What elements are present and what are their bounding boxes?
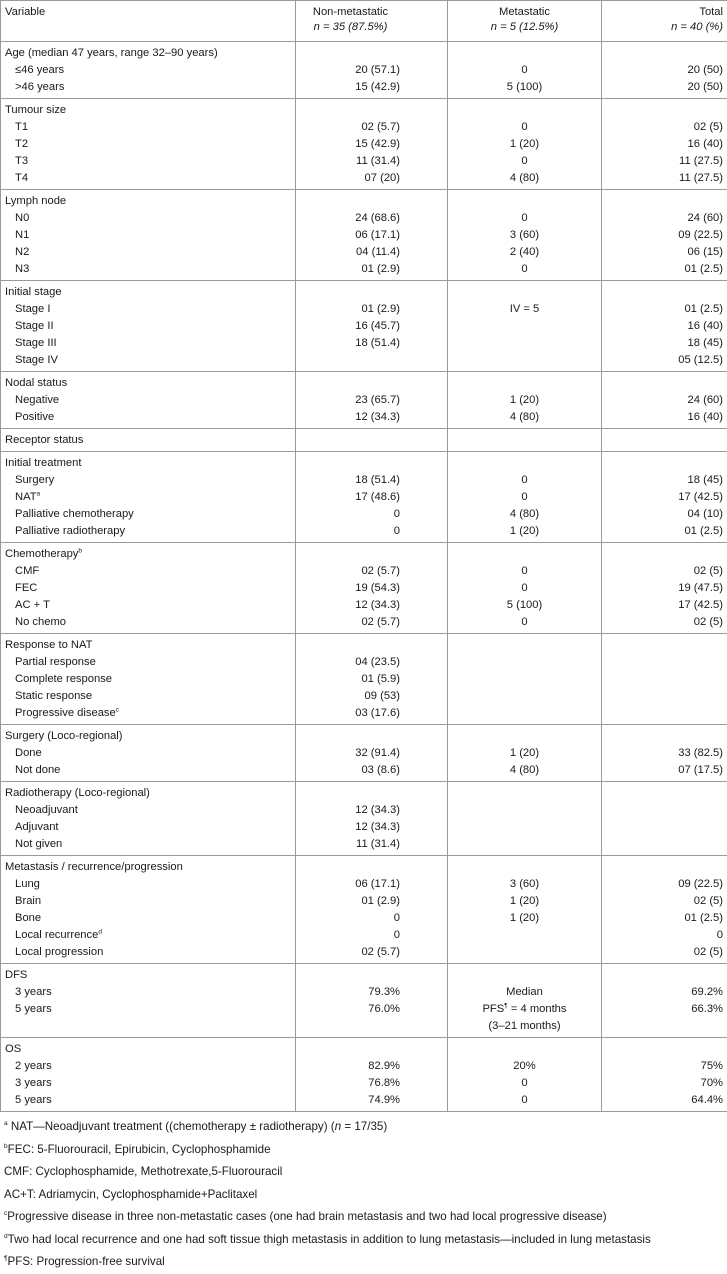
row-label: Bone (1, 910, 295, 927)
section-radiotherapy (1, 782, 727, 856)
row-label: Palliative chemotherapy (1, 506, 295, 523)
cell-total: 09 (22.5) (602, 876, 727, 893)
cell-non-metastatic: 06 (17.1) (296, 876, 447, 893)
row-label: Stage II (1, 318, 295, 335)
row-label: T1 (1, 119, 295, 136)
table-footnotes (0, 1112, 727, 1274)
row-label: Adjuvant (1, 819, 295, 836)
cell-total: 11 (27.5) (602, 153, 727, 170)
cell-total: 11 (27.5) (602, 170, 727, 187)
footnote-marker: c (116, 706, 119, 713)
cell-non-metastatic: 76.0% (296, 1001, 447, 1018)
section-title: DFS (1, 967, 295, 984)
row-label: N1 (1, 227, 295, 244)
cell-metastatic: 5 (100) (448, 597, 601, 614)
cell-total: 16 (40) (602, 136, 727, 153)
section-title: Initial treatment (1, 455, 295, 472)
cell-metastatic: 0 (448, 62, 601, 79)
row-label: Brain (1, 893, 295, 910)
cell-total: 0 (602, 927, 727, 944)
cell-total: 06 (15) (602, 244, 727, 261)
cell-non-metastatic: 04 (23.5) (296, 654, 447, 671)
cell-total: 02 (5) (602, 614, 727, 631)
cell-total: 04 (10) (602, 506, 727, 523)
row-label: FEC (1, 580, 295, 597)
row-label: N0 (1, 210, 295, 227)
cell-non-metastatic: 17 (48.6) (296, 489, 447, 506)
cell-metastatic: 0 (448, 472, 601, 489)
cell-non-metastatic: 32 (91.4) (296, 745, 447, 762)
cell-metastatic: 3 (60) (448, 876, 601, 893)
footnote-a: $^a$ NAT—Neoadjuvant treatment ((chemotherapy ± radiotherapy) (n = 17/35) (4, 1116, 727, 1139)
cell-non-metastatic: 0 (296, 910, 447, 927)
cell-non-metastatic: 0 (296, 506, 447, 523)
cell-metastatic: 1 (20) (448, 392, 601, 409)
cell-metastatic (448, 944, 601, 961)
row-label: Stage I (1, 301, 295, 318)
cell-non-metastatic: 19 (54.3) (296, 580, 447, 597)
cell-non-metastatic: 01 (5.9) (296, 671, 447, 688)
row-label: 3 years (1, 984, 295, 1001)
section-title: Receptor status (1, 432, 295, 449)
header-non-metastatic: Non-metastatic n = 35 (87.5%) (296, 1, 448, 42)
cell-non-metastatic: 0 (296, 523, 447, 540)
footnote-marker: a (37, 490, 41, 497)
table-header (1, 1, 727, 42)
cell-non-metastatic: 12 (34.3) (296, 409, 447, 426)
cell-non-metastatic: 01 (2.9) (296, 301, 447, 318)
cell-non-metastatic: 15 (42.9) (296, 136, 447, 153)
cell-total: 20 (50) (602, 62, 727, 79)
footnote-act: AC+T: Adriamycin, Cyclophosphamide+Paclitaxel (4, 1184, 727, 1207)
row-label: Lung (1, 876, 295, 893)
cell-metastatic: 0 (448, 614, 601, 631)
cell-metastatic: 0 (448, 1075, 601, 1092)
row-label: Done (1, 745, 295, 762)
cell-total: 05 (12.5) (602, 352, 727, 369)
cell-metastatic: 5 (100) (448, 79, 601, 96)
row-label: Partial response (1, 654, 295, 671)
row-label: 5 years (1, 1092, 295, 1109)
row-label: Complete response (1, 671, 295, 688)
cell-total: 16 (40) (602, 318, 727, 335)
section-receptor-status (1, 429, 727, 452)
cell-metastatic-range: (3–21 months) (448, 1018, 601, 1035)
cell-total: 02 (5) (602, 944, 727, 961)
section-title: Chemotherapy$^b$ (1, 546, 295, 563)
cell-non-metastatic: 12 (34.3) (296, 802, 447, 819)
section-metastasis (1, 856, 727, 964)
cell-non-metastatic: 02 (5.7) (296, 614, 447, 631)
row-label: T4 (1, 170, 295, 187)
cell-total: 02 (5) (602, 563, 727, 580)
cell-metastatic-median: Median (448, 984, 601, 1001)
cell-non-metastatic: 09 (53) (296, 688, 447, 705)
cell-total: 24 (60) (602, 210, 727, 227)
cell-metastatic: 20% (448, 1058, 601, 1075)
section-initial-stage (1, 281, 727, 372)
cell-non-metastatic: 07 (20) (296, 170, 447, 187)
section-age (1, 42, 727, 99)
footnote-b: $^b$FEC: 5-Fluorouracil, Epirubicin, Cyclophosphamide (4, 1139, 727, 1162)
cell-metastatic: 0 (448, 489, 601, 506)
cell-metastatic: 0 (448, 261, 601, 278)
header-metastatic: Metastatic n = 5 (12.5%) (448, 1, 602, 42)
section-title: Surgery (Loco-regional) (1, 728, 295, 745)
section-initial-treatment (1, 452, 727, 543)
section-title: Age (median 47 years, range 32–90 years) (1, 45, 295, 62)
cell-total: 01 (2.5) (602, 523, 727, 540)
row-label: Not done (1, 762, 295, 779)
footnote-c: $^c$Progressive disease in three non-metastatic cases (one had brain metastasis and two had local progressive disease) (4, 1206, 727, 1229)
cell-total: 33 (82.5) (602, 745, 727, 762)
cell-total: 01 (2.5) (602, 301, 727, 318)
cell-total: 16 (40) (602, 409, 727, 426)
cell-non-metastatic: 04 (11.4) (296, 244, 447, 261)
section-surgery (1, 725, 727, 782)
cell-non-metastatic: 16 (45.7) (296, 318, 447, 335)
row-label: ≤46 years (1, 62, 295, 79)
cell-non-metastatic: 01 (2.9) (296, 893, 447, 910)
cell-non-metastatic: 24 (68.6) (296, 210, 447, 227)
cell-non-metastatic: 06 (17.1) (296, 227, 447, 244)
cell-total: 64.4% (602, 1092, 727, 1109)
row-label: 3 years (1, 1075, 295, 1092)
cell-non-metastatic: 03 (8.6) (296, 762, 447, 779)
footnote-cmf: CMF: Cyclophosphamide, Methotrexate,5-Fluorouracil (4, 1161, 727, 1184)
row-label: T3 (1, 153, 295, 170)
row-label: Not given (1, 836, 295, 853)
cell-total: 70% (602, 1075, 727, 1092)
cell-total: 17 (42.5) (602, 597, 727, 614)
section-nodal-status (1, 372, 727, 429)
cell-metastatic (448, 318, 601, 335)
row-label: Stage IV (1, 352, 295, 369)
cell-total: 24 (60) (602, 392, 727, 409)
cell-non-metastatic: 74.9% (296, 1092, 447, 1109)
row-label: Local progression (1, 944, 295, 961)
section-title: Lymph node (1, 193, 295, 210)
cell-metastatic: IV = 5 (448, 301, 601, 318)
cell-metastatic: 0 (448, 119, 601, 136)
footnote-marker: d (98, 928, 102, 935)
row-label: Stage III (1, 335, 295, 352)
cell-non-metastatic (296, 352, 447, 369)
section-title: Radiotherapy (Loco-regional) (1, 785, 295, 802)
cell-total: 07 (17.5) (602, 762, 727, 779)
cell-total: 01 (2.5) (602, 261, 727, 278)
section-title: Metastasis / recurrence/progression (1, 859, 295, 876)
cell-total: 17 (42.5) (602, 489, 727, 506)
cell-non-metastatic: 12 (34.3) (296, 597, 447, 614)
section-os (1, 1038, 727, 1112)
cell-total: 02 (5) (602, 119, 727, 136)
row-label: No chemo (1, 614, 295, 631)
section-title: OS (1, 1041, 295, 1058)
row-label: Surgery (1, 472, 295, 489)
cell-total: 19 (47.5) (602, 580, 727, 597)
cell-non-metastatic: 82.9% (296, 1058, 447, 1075)
cell-metastatic: 0 (448, 210, 601, 227)
section-lymph-node (1, 190, 727, 281)
row-label: Neoadjuvant (1, 802, 295, 819)
footnote-marker: b (78, 547, 82, 554)
cell-non-metastatic: 12 (34.3) (296, 819, 447, 836)
cell-non-metastatic: 02 (5.7) (296, 119, 447, 136)
row-label: N3 (1, 261, 295, 278)
cell-metastatic: 4 (80) (448, 170, 601, 187)
cell-total: 01 (2.5) (602, 910, 727, 927)
cell-non-metastatic: 79.3% (296, 984, 447, 1001)
cell-non-metastatic: 0 (296, 927, 447, 944)
cell-metastatic: 1 (20) (448, 910, 601, 927)
cell-non-metastatic: 76.8% (296, 1075, 447, 1092)
cell-non-metastatic: 01 (2.9) (296, 261, 447, 278)
header-total: Total n = 40 (%) (602, 1, 727, 42)
cell-metastatic (448, 335, 601, 352)
cell-non-metastatic: 03 (17.6) (296, 705, 447, 722)
row-label: N2 (1, 244, 295, 261)
section-title: Tumour size (1, 102, 295, 119)
section-title: Initial stage (1, 284, 295, 301)
cell-metastatic: 0 (448, 563, 601, 580)
row-label: AC + T (1, 597, 295, 614)
section-dfs (1, 964, 727, 1038)
row-label: Static response (1, 688, 295, 705)
section-tumour-size (1, 99, 727, 190)
header-variable: Variable (1, 1, 296, 42)
footnote-d: $^d$Two had local recurrence and one had soft tissue thigh metastasis in addition to lung metastasis—included in lung metastasis (4, 1229, 727, 1252)
row-label: T2 (1, 136, 295, 153)
cell-metastatic: 1 (20) (448, 523, 601, 540)
row-label: NAT$^a$ (1, 489, 295, 506)
row-label: Local recurrence$^d$ (1, 927, 295, 944)
cell-metastatic: 0 (448, 1092, 601, 1109)
row-label: 2 years (1, 1058, 295, 1075)
cell-non-metastatic: 20 (57.1) (296, 62, 447, 79)
cell-total: 09 (22.5) (602, 227, 727, 244)
cell-total: 69.2% (602, 984, 727, 1001)
cell-non-metastatic: 18 (51.4) (296, 335, 447, 352)
cell-metastatic (448, 927, 601, 944)
row-label: >46 years (1, 79, 295, 96)
row-label: Negative (1, 392, 295, 409)
cell-metastatic: 4 (80) (448, 762, 601, 779)
cell-metastatic: 4 (80) (448, 409, 601, 426)
cell-total: 18 (45) (602, 472, 727, 489)
section-chemotherapy (1, 543, 727, 634)
cell-non-metastatic: 11 (31.4) (296, 836, 447, 853)
cell-metastatic: 0 (448, 153, 601, 170)
cell-metastatic: 1 (20) (448, 893, 601, 910)
cell-non-metastatic: 15 (42.9) (296, 79, 447, 96)
section-response-to-nat (1, 634, 727, 725)
row-label: Palliative radiotherapy (1, 523, 295, 540)
cell-non-metastatic: 18 (51.4) (296, 472, 447, 489)
cell-metastatic: 1 (20) (448, 745, 601, 762)
section-title: Response to NAT (1, 637, 295, 654)
cell-non-metastatic: 02 (5.7) (296, 944, 447, 961)
cell-total: 20 (50) (602, 79, 727, 96)
row-label: 5 years (1, 1001, 295, 1018)
cell-total: 18 (45) (602, 335, 727, 352)
cell-metastatic: 2 (40) (448, 244, 601, 261)
section-title: Nodal status (1, 375, 295, 392)
cell-non-metastatic: 23 (65.7) (296, 392, 447, 409)
cell-total: 66.3% (602, 1001, 727, 1018)
cell-total: 75% (602, 1058, 727, 1075)
cell-total: 02 (5) (602, 893, 727, 910)
cell-metastatic: 4 (80) (448, 506, 601, 523)
cell-metastatic: 1 (20) (448, 136, 601, 153)
footnote-marker: ¶ (504, 1002, 508, 1009)
cell-non-metastatic: 11 (31.4) (296, 153, 447, 170)
cell-non-metastatic: 02 (5.7) (296, 563, 447, 580)
cell-metastatic-pfs: PFS¶ = 4 months (448, 1001, 601, 1018)
row-label: Progressive disease$^c$ (1, 705, 295, 722)
row-label: Positive (1, 409, 295, 426)
cell-metastatic: 3 (60) (448, 227, 601, 244)
row-label: CMF (1, 563, 295, 580)
cell-metastatic (448, 352, 601, 369)
footnote-pfs: ¶PFS: Progression-free survival (4, 1251, 727, 1274)
cell-metastatic: 0 (448, 580, 601, 597)
